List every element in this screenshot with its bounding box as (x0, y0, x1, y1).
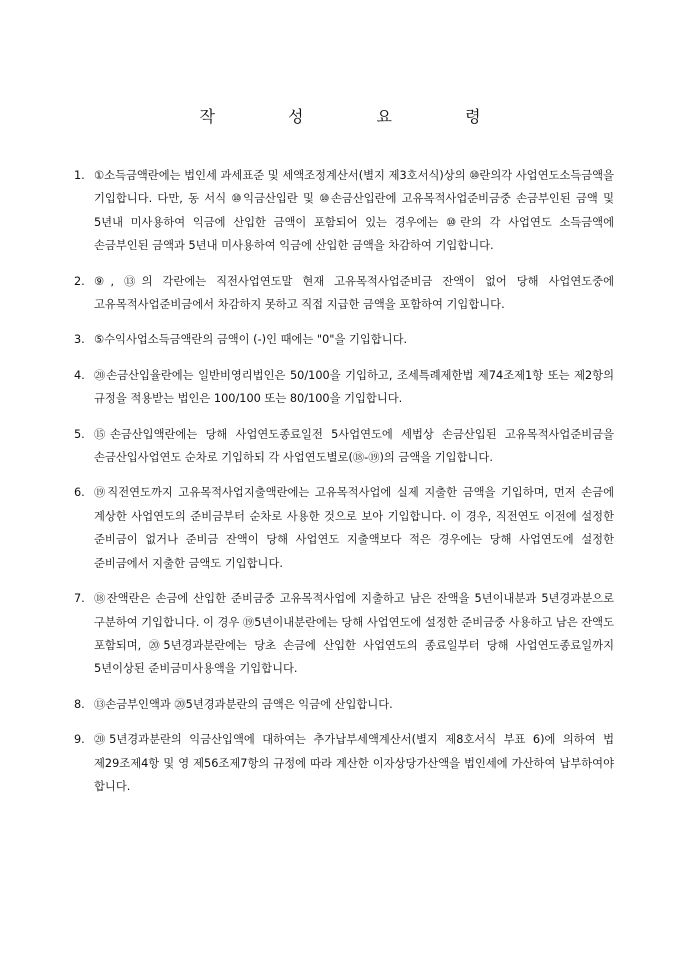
item-number: 9. (74, 733, 85, 747)
list-item (74, 270, 614, 317)
item-text: ⑱잔액란은 손금에 산입한 준비금중 고유목적사업에 지출하고 남은 잔액을 5년이내분과 5년경과분으로 구분하여 기입합니다. 이 경우 ⑲5년이내분란에는 당해 사업연도에 설정한 준비금중 사용하고 남은 잔액도 포함되며, ⑳5년경과분란에는 당초 손금에 산입한 사업연도의 종료일부터 당해 사업연도종료일까지 5년이상된 준비금미사용액을 기입합니다. (94, 592, 614, 676)
item-number: 8. (74, 697, 85, 711)
item-text: ⑳손금산입율란에는 일반비영리법인은 50/100을 기입하고, 조세특례제한법 제74조제1항 또는 제2항의 규정을 적용받는 법인은 100/100 또는 80/100을 기입합니다. (94, 368, 614, 406)
list-item (74, 328, 614, 351)
list-item (74, 587, 614, 681)
list-item (74, 693, 614, 716)
item-text: ⑮손금산입액란에는 당해 사업연도종료일전 5사업연도에 세법상 손금산입된 고유목적사업준비금을 손금산입사업연도 순차로 기입하되 각 사업연도별로(⑱-⑲)의 금액을 기입합니다. (94, 427, 614, 465)
item-number: 3. (74, 333, 85, 347)
item-number: 6. (74, 486, 85, 500)
item-number: 4. (74, 368, 85, 382)
instruction-list (74, 164, 614, 810)
list-item (74, 728, 614, 798)
item-number: 1. (74, 169, 85, 182)
item-text: ⑤수익사업소득금액란의 금액이 (-)인 때에는 "0"을 기입합니다. (94, 333, 408, 347)
item-text: ⑲직전연도까지 고유목적사업지출액란에는 고유목적사업에 실제 지출한 금액을 기입하며, 먼저 손금에 계상한 사업연도의 준비금부터 순차로 사용한 것으로 보아 기입합니다. 이 경우, 직전연도 이전에 설정한 준비금이 없거나 준비금 잔액이 당해 사업연도 지출액보다 적은 경우에는 당해 사업연도에 설정한 준비금에서 지출한 금액도 기입합니다. (94, 486, 614, 570)
list-item (74, 423, 614, 470)
page-title: 작 성 요 령 (199, 107, 515, 126)
item-text: ⑬손금부인액과 ⑳5년경과분란의 금액은 익금에 산입합니다. (94, 697, 393, 711)
item-number: 2. (74, 274, 85, 288)
item-text: ⑨, ⑬의 각란에는 직전사업연도말 현재 고유목적사업준비금 잔액이 없어 당해 사업연도중에 고유목적사업준비금에서 차감하지 못하고 직접 지급한 금액을 포함하여 기입합니다. (94, 274, 614, 312)
item-text: ⑳5년경과분란의 익금산입액에 대하여는 추가납부세액계산서(별지 제8호서식 부표 6)에 의하여 법 제29조제4항 및 영 제56조제7항의 규정에 따라 계산한 이자상당가산액을 법인세에 가산하여 납부하여야 합니다. (94, 733, 614, 793)
list-item (74, 481, 614, 575)
item-number: 5. (74, 427, 85, 441)
item-number: 7. (74, 592, 85, 606)
item-text: ①소득금액란에는 법인세 과세표준 및 세액조정계산서(별지 제3호서식)상의 ⑩란의각 사업연도소득금액을 기입합니다. 다만, 동 서식 ⑩익금산입란 및 ⑩손금산입란에 고유목적사업준비금중 손금부인된 금액 및 5년내 미사용하여 익금에 산입한 금액이 포함되어 있는 경우에는 ⑩란의 각 사업연도 소득금액에 손금부인된 금액과 5년내 미사용하여 익금에 산입한 금액을 차감하여 기입합니다. (94, 169, 614, 253)
list-item (74, 364, 614, 411)
list-item (74, 164, 614, 258)
